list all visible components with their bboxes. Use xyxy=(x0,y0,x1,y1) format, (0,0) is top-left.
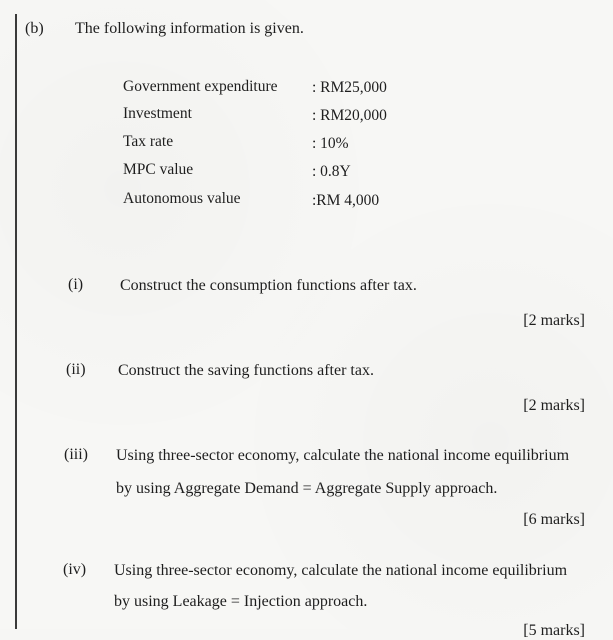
section-label: (b) xyxy=(25,20,44,37)
info-label: Government expenditure xyxy=(123,78,278,95)
section-intro: The following information is given. xyxy=(75,20,304,37)
margin-line xyxy=(15,14,17,629)
info-value: : RM20,000 xyxy=(312,107,387,124)
question-text: Using three-sector economy, calculate the national income equilibrium xyxy=(116,447,570,464)
question-text-line-2: by using Leakage = Injection approach. xyxy=(114,593,368,610)
marks-label: [6 marks] xyxy=(523,511,585,528)
question-text: Using three-sector economy, calculate the national income equilibrium xyxy=(114,562,568,579)
info-value: :RM 4,000 xyxy=(312,192,380,209)
info-label: Autonomous value xyxy=(123,190,241,207)
marks-label: [2 marks] xyxy=(523,397,585,414)
info-label: MPC value xyxy=(123,161,194,178)
question-number: (ii) xyxy=(66,361,86,378)
question-text: Construct the consumption functions after tax. xyxy=(120,277,417,294)
info-label: Tax rate xyxy=(123,133,174,150)
info-label: Investment xyxy=(123,105,192,122)
question-number: (iii) xyxy=(64,446,88,463)
info-value: : 0.8Y xyxy=(312,163,351,180)
marks-label: [5 marks] xyxy=(523,622,585,639)
marks-label: [2 marks] xyxy=(523,312,585,329)
question-text-line-2: by using Aggregate Demand = Aggregate Supply approach. xyxy=(116,480,498,497)
info-value: : RM25,000 xyxy=(312,79,387,96)
info-value: : 10% xyxy=(312,135,349,152)
question-text: Construct the saving functions after tax. xyxy=(118,362,374,379)
question-number: (iv) xyxy=(63,561,87,578)
question-number: (i) xyxy=(68,276,84,293)
